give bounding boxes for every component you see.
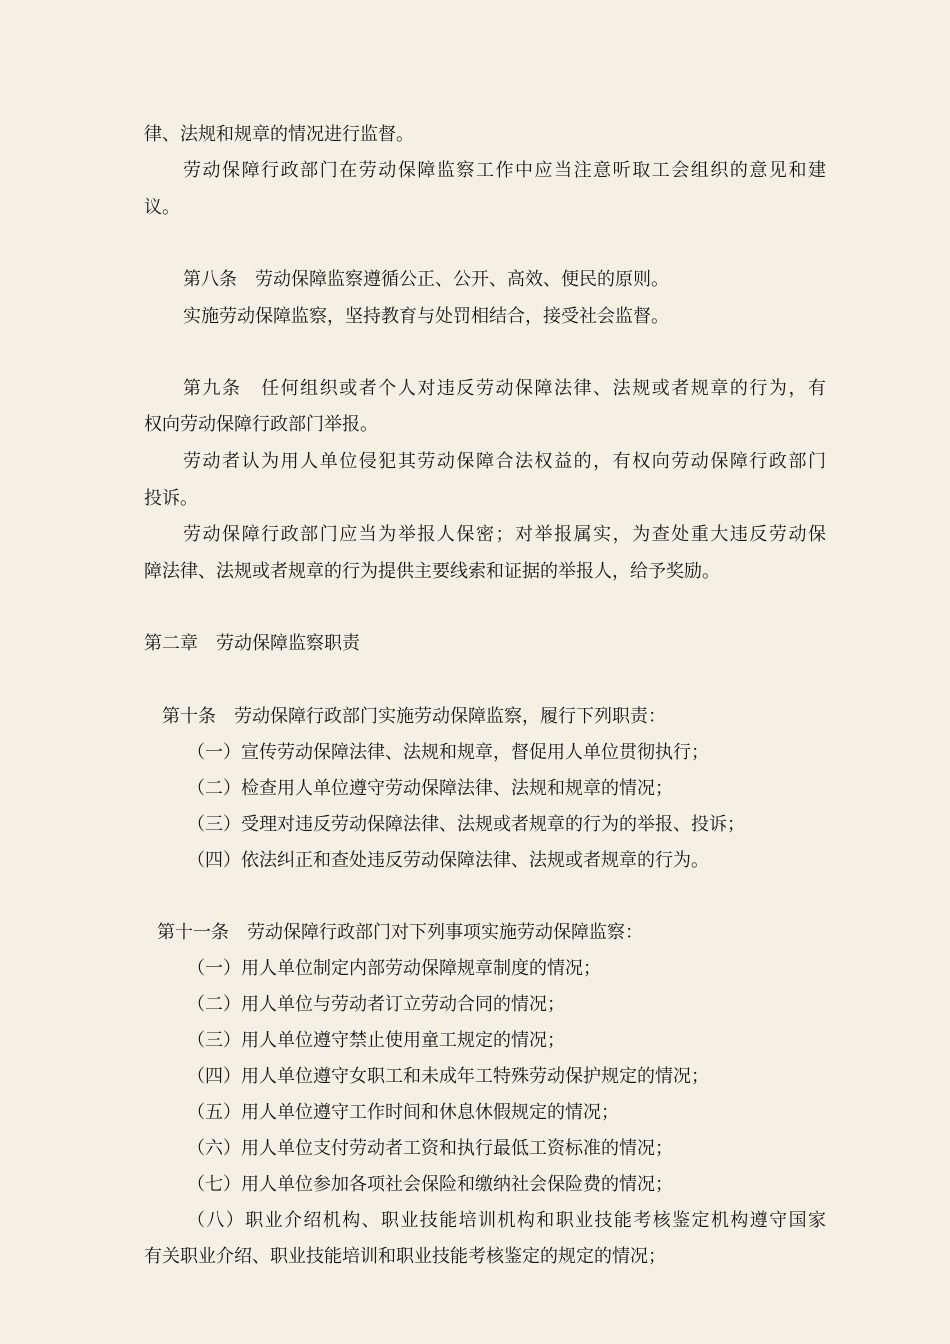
article-number: 第十一条 [157, 922, 229, 943]
paragraph-line: 劳动者认为用人单位侵犯其劳动保障合法权益的，有权向劳动保障行政部门 [183, 451, 826, 472]
list-item: （三）受理对违反劳动保障法律、法规或者规章的行为的举报、投诉； [187, 814, 745, 835]
paragraph-line: 实施劳动保障监察，坚持教育与处罚相结合，接受社会监督。 [183, 306, 669, 327]
paragraph-line: 权向劳动保障行政部门举报。 [144, 414, 378, 435]
list-item: （五）用人单位遵守工作时间和休息休假规定的情况； [187, 1102, 619, 1123]
article-number: 第八条 [183, 269, 237, 290]
chapter-number: 第二章 [144, 633, 198, 654]
list-item: （二）用人单位与劳动者订立劳动合同的情况； [187, 994, 565, 1015]
paragraph-line: 劳动保障行政部门在劳动保障监察工作中应当注意听取工会组织的意见和建 [183, 160, 826, 181]
article-10 [162, 705, 666, 729]
chapter-heading [144, 632, 360, 656]
list-item: （二）检查用人单位遵守劳动保障法律、法规和规章的情况； [187, 778, 673, 799]
list-item: （八）职业介绍机构、职业技能培训机构和职业技能考核鉴定机构遵守国家 [187, 1210, 826, 1231]
article-text: 劳动保障监察遵循公正、公开、高效、便民的原则。 [255, 269, 669, 290]
article-number: 第九条 [183, 378, 242, 399]
article-text: 劳动保障行政部门实施劳动保障监察，履行下列职责： [234, 706, 666, 727]
article-11 [157, 921, 643, 945]
list-item: （四）依法纠正和查处违反劳动保障法律、法规或者规章的行为。 [187, 850, 709, 871]
paragraph-line: 障法律、法规或者规章的行为提供主要线索和证据的举报人，给予奖励。 [144, 561, 720, 582]
chapter-title: 劳动保障监察职责 [216, 633, 360, 654]
list-item: （一）用人单位制定内部劳动保障规章制度的情况； [187, 958, 601, 979]
list-item: （四）用人单位遵守女职工和未成年工特殊劳动保护规定的情况； [187, 1066, 709, 1087]
list-item: （七）用人单位参加各项社会保险和缴纳社会保险费的情况； [187, 1174, 673, 1195]
paragraph-line: 投诉。 [144, 488, 198, 509]
article-number: 第十条 [162, 706, 216, 727]
list-item: （六）用人单位支付劳动者工资和执行最低工资标准的情况； [187, 1138, 673, 1159]
article-9 [183, 377, 826, 401]
article-text: 任何组织或者个人对违反劳动保障法律、法规或者规章的行为，有 [259, 378, 826, 399]
list-item: （三）用人单位遵守禁止使用童工规定的情况； [187, 1030, 565, 1051]
paragraph-line: 议。 [144, 197, 180, 218]
paragraph-line: 劳动保障行政部门应当为举报人保密；对举报属实，为查处重大违反劳动保 [183, 524, 826, 545]
article-text: 劳动保障行政部门对下列事项实施劳动保障监察： [247, 922, 643, 943]
article-8 [183, 268, 669, 292]
list-item: （一）宣传劳动保障法律、法规和规章，督促用人单位贯彻执行； [187, 742, 709, 763]
paragraph-line: 律、法规和规章的情况进行监督。 [144, 124, 414, 145]
list-item-continuation: 有关职业介绍、职业技能培训和职业技能考核鉴定的规定的情况； [144, 1246, 666, 1267]
